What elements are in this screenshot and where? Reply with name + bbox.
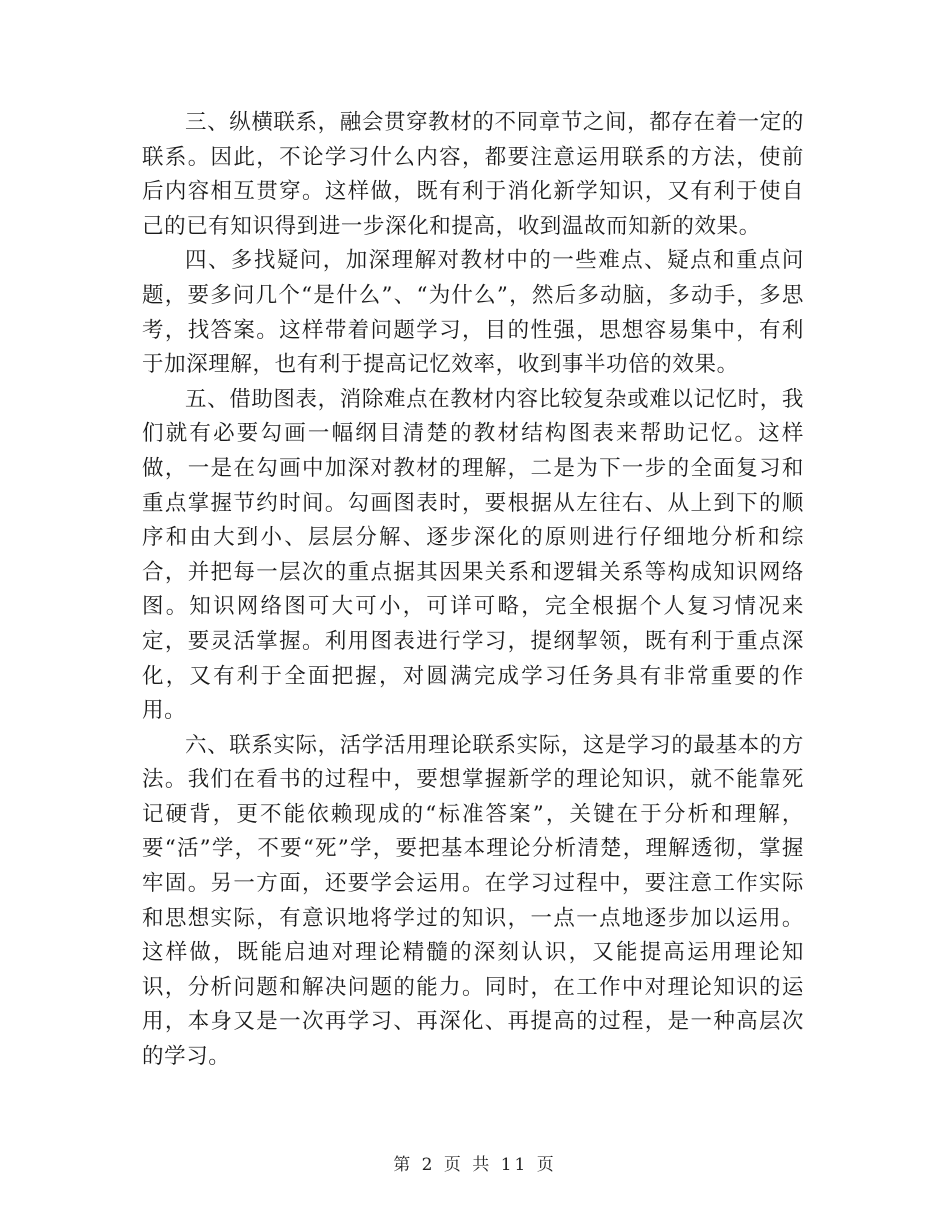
paragraph-section-6: 六、联系实际，活学活用理论联系实际，这是学习的最基本的方法。我们在看书的过程中，要想掌握新学的理论知识，就不能靠死记硬背，更不能依赖现成的“标准答案”，关键在于分析和理解，要“活”学，不要“死”学，要把基本理论分析清楚，理解透彻，掌握牢固。另一方面，还要学会运用。在学习过程中，要注意工作实际和思想实际，有意识地将学过的知识，一点一点地逐步加以运用。这样做，既能启迪对理论精髓的深刻认识，又能提高运用理论知识，分析问题和解决问题的能力。同时，在工作中对理论知识的运用，本身又是一次再学习、再深化、再提高的过程，是一种高层次的学习。 [142,732,804,1070]
paragraph-section-5: 五、借助图表，消除难点在教材内容比较复杂或难以记忆时，我们就有必要勾画一幅纲目清楚的教材结构图表来帮助记忆。这样做，一是在勾画中加深对教材的理解，二是为下一步的全面复习和重点掌握节约时间。勾画图表时，要根据从左往右、从上到下的顺序和由大到小、层层分解、逐步深化的原则进行仔细地分析和综合，并把每一层次的重点据其因果关系和逻辑关系等构成知识网络图。知识网络图可大可小，可详可略，完全根据个人复习情况来定，要灵活掌握。利用图表进行学习，提纲挈领，既有利于重点深化，又有利于全面把握，对圆满完成学习任务具有非常重要的作用。 [142,386,804,724]
paragraph-section-3: 三、纵横联系，融会贯穿教材的不同章节之间，都存在着一定的联系。因此，不论学习什么内容，都要注意运用联系的方法，使前后内容相互贯穿。这样做，既有利于消化新学知识，又有利于使自己的已有知识得到进一步深化和提高，收到温故而知新的效果。 [142,110,804,239]
page-number-footer: 第 2 页 共 11 页 [393,1155,557,1175]
paragraph-section-4: 四、多找疑问，加深理解对教材中的一些难点、疑点和重点问题，要多问几个“是什么”、“为什么”，然后多动脑，多动手，多思考，找答案。这样带着问题学习，目的性强，思想容易集中，有利于加深理解，也有利于提高记忆效率，收到事半功倍的效果。 [142,248,804,378]
document-body [142,106,804,1075]
